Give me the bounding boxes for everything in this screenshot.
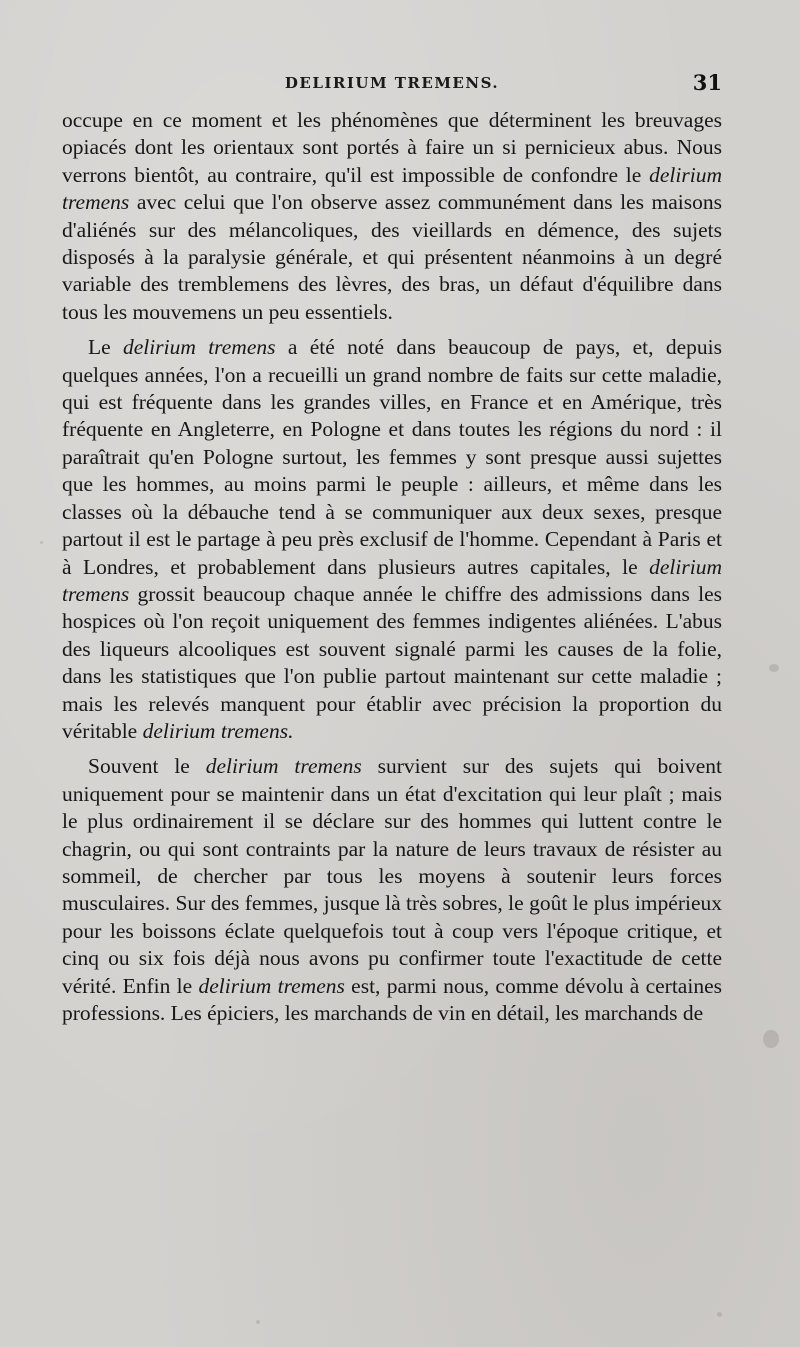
page-number: 31 <box>692 70 722 95</box>
italic-term: delirium tremens <box>62 554 722 606</box>
running-title: DELIRIUM TREMENS. <box>284 74 500 92</box>
text-run: Le <box>88 335 124 360</box>
italic-term: delirium tremens <box>62 162 722 215</box>
paragraph-3 <box>62 753 722 1027</box>
page-header <box>62 70 722 104</box>
text-run: avec celui que l'on observe assez communément dans les maisons d'aliénés sur des mélancoliques, des vieillards en démence, des sujets disposés à la paralysie générale, et qui présentent néanmoins à un degré variable des tremblemens des lèvres, des bras, un défaut d'équilibre dans tous les mouvemens un peu essentiels. <box>62 190 722 324</box>
paragraph-2 <box>62 334 722 745</box>
text-run: occupe en ce moment et les phénomènes que déterminent les breuvages opiacés dont les orientaux sont portés à faire un si pernicieux abus. Nous verrons bientôt, au contraire, qu'il est impossible de confondre le <box>62 108 722 187</box>
text-run: est, parmi nous, comme dévolu à certaines professions. Les épiciers, les marchands de vin en détail, les marchands de <box>62 973 722 1025</box>
italic-term: delirium tremens <box>205 754 362 779</box>
paragraph-1 <box>62 107 722 326</box>
text-run: a été noté dans beaucoup de pays, et, depuis quelques années, l'on a recueilli un grand nombre de faits sur cette maladie, qui est fréquente dans les grandes villes, en France et en Amérique, très fréquente en Angleterre, en Pologne et dans toutes les régions du nord : il paraîtrait qu'en Pologne surtout, les femmes y sont presque aussi sujettes que les hommes, au moins parmi le peuple : ailleurs, et même dans les classes où la débauche tend à se communiquer aux deux sexes, presque partout il est le partage à peu près exclusif de l'homme. Cependant à Paris et à Londres, et probablement dans plusieurs autres capitales, le <box>62 335 722 579</box>
text-run: survient sur des sujets qui boivent uniquement pour se maintenir dans un état d'excitation qui leur plaît ; mais le plus ordinairement il se déclare sur des hommes qui luttent contre le chagrin, ou qui sont contraints par la nature de leurs travaux de résister au sommeil, de chercher par tous les moyens à soutenir leurs forces musculaires. Sur des femmes, jusque là très sobres, le goût le plus impérieux pour les boissons éclate quelquefois tout à coup vers l'époque critique, et cinq ou six fois déjà nous avons pu confirmer toute l'exactitude de cette vérité. Enfin le <box>62 754 723 998</box>
paper-spot <box>763 1030 779 1048</box>
paper-spot <box>717 1312 722 1317</box>
italic-term: delirium tremens <box>198 973 345 998</box>
text-run: Souvent le <box>88 754 206 779</box>
italic-term: delirium tremens <box>123 335 276 360</box>
paper-spot <box>40 541 43 544</box>
body-text <box>62 107 722 1027</box>
paper-spot <box>256 1320 260 1324</box>
text-run: grossit beaucoup chaque année le chiffre des admissions dans les hospices où l'on reçoit uniquement des femmes indigentes aliénées. L'abus des liqueurs alcooliques est souvent signalé parmi les causes de la folie, dans les statistiques que l'on publie partout maintenant sur cette maladie ; mais les relevés manquent pour établir avec précision la proportion du véritable <box>62 581 722 743</box>
italic-term: delirium tremens. <box>142 718 294 743</box>
paper-spot <box>769 664 779 672</box>
